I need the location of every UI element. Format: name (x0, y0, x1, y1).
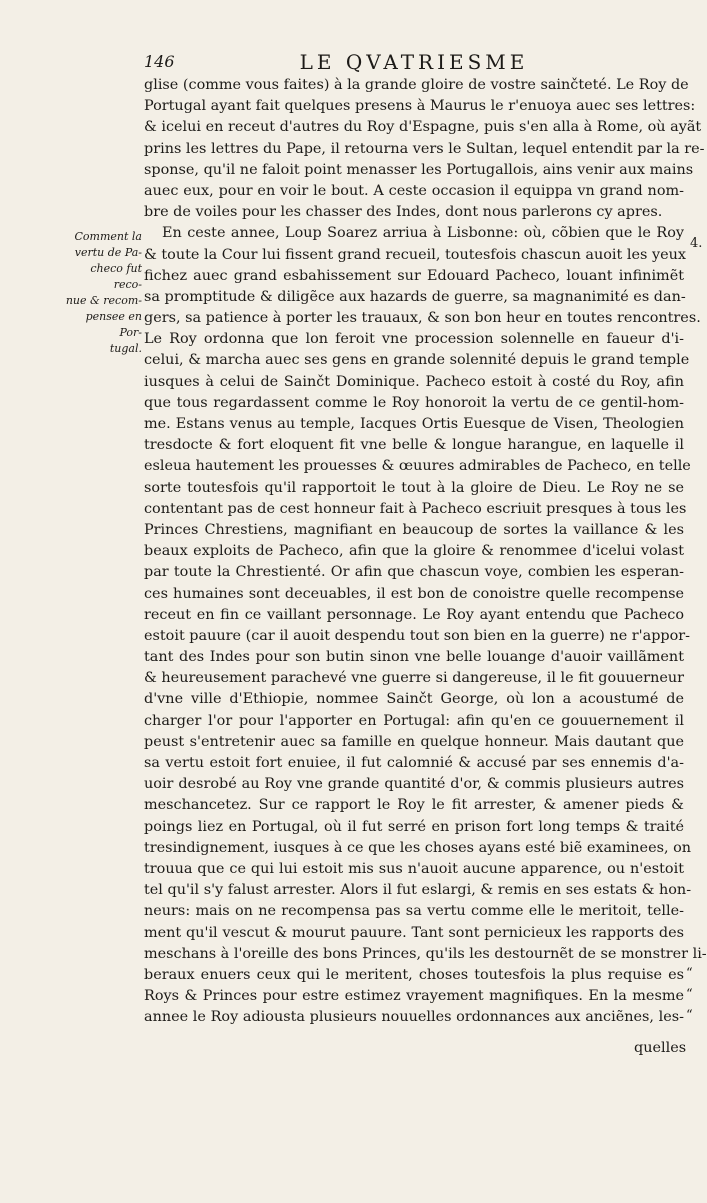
text-line: peust s'entretenir auec sa famille en quelque honneur. Mais dautant que (144, 733, 684, 750)
text-line: sorte toutesfois qu'il rapportoit le tout à la gloire de Dieu. Le Roy ne se (144, 479, 684, 496)
text-line: charger l'or pour l'apporter en Portugal: afin qu'en ce gouuernement il (144, 712, 684, 729)
page-number: 146 (144, 52, 175, 71)
text-line: poings liez en Portugal, où il fut serré en prison fort long temps & traité (144, 818, 684, 835)
text-line: neurs: mais on ne recompensa pas sa vertu comme elle le meritoit, telle- (144, 903, 684, 920)
side-note-line: checo fut reco- (90, 262, 142, 291)
text-line: & heureusement parachevé vne guerre si dangereuse, il le fit gouuerneur (144, 670, 684, 687)
text-line: trouua que ce qui lui estoit mis sus n'auoit aucune apparence, ou n'estoit (144, 860, 684, 877)
text-line: Portugal ayant fait quelques presens à Maurus le r'enuoya auec ses lettres: (144, 98, 696, 115)
quote-mark: “ (686, 1008, 693, 1023)
text-line: par toute la Chrestienté. Or afin que chascun voye, combien les esperan- (144, 564, 684, 581)
text-line: meschans à l'oreille des bons Princes, qu'ils les destournẽt de se monstrer li- (144, 945, 707, 962)
text-line: receut en fin ce vaillant personnage. Le Roy ayant entendu que Pacheco (144, 606, 684, 623)
side-note-line: Comment la (74, 230, 142, 243)
margin-number: 4. (690, 236, 703, 251)
text-line: bre de voiles pour les chasser des Indes, dont nous parlerons cy apres. (144, 204, 663, 221)
text-line: prins les lettres du Pape, il retourna vers le Sultan, lequel entendit par la re- (144, 140, 705, 157)
text-line: auec eux, pour en voir le bout. A ceste occasion il equippa vn grand nom- (144, 182, 684, 199)
text-line: annee le Roy adiousta plusieurs nouuelles ordonnances aux anciẽnes, les- (144, 1009, 684, 1026)
text-line: En ceste annee, Loup Soarez arriua à Lisbonne: où, cõbien que le Roy (162, 225, 684, 242)
text-line: ces humaines sont deceuables, il est bon de conoistre quelle recompense (144, 585, 684, 602)
text-line: Princes Chrestiens, magnifiant en beaucoup de sortes la vaillance & les (144, 521, 684, 538)
text-line: tant des Indes pour son butin sinon vne belle louange d'auoir vaillãment (144, 649, 684, 666)
text-line: d'vne ville d'Ethiopie, nommee Sainčt George, où lon a acoustumé de (144, 691, 684, 708)
side-note (62, 229, 142, 357)
catchword: quelles (634, 1040, 687, 1056)
text-line: celui, & marcha auec ses gens en grande solennité depuis le grand temple (144, 352, 690, 369)
text-line: meschancetez. Sur ce rapport le Roy le fit arrester, & amener pieds & (144, 797, 684, 814)
text-line: & icelui en receut d'autres du Roy d'Espagne, puis s'en alla à Rome, où ayãt (144, 119, 702, 136)
text-line: que tous regardassent comme le Roy honoroit la vertu de ce gentil-hom- (144, 394, 684, 411)
quote-mark: “ (686, 987, 693, 1002)
body-text (144, 75, 707, 1028)
text-line: fichez auec grand esbahissement sur Edouard Pacheco, louant infinimẽt (144, 267, 684, 284)
text-line: ment qu'il vescut & mourut pauure. Tant sont pernicieux les rapports des (144, 924, 684, 941)
side-note-line: tugal. (109, 342, 142, 355)
text-line: sponse, qu'il ne faloit point menasser les Portugallois, ains venir aux mains (144, 161, 694, 178)
text-line: gers, sa patience à porter les trauaux, & son bon heur en toutes rencontres. (144, 310, 701, 327)
text-line: uoir desrobé au Roy vne grande quantité d'or, & commis plusieurs autres (144, 776, 684, 793)
running-head: LE QVATRIESME (299, 50, 529, 74)
text-line: glise (comme vous faites) à la grande gloire de vostre sainčteté. Le Roy de (144, 77, 689, 93)
quote-mark: “ (686, 966, 693, 981)
text-line: iusques à celui de Sainčt Dominique. Pacheco estoit à costé du Roy, afin (144, 373, 684, 390)
text-line: & toute la Cour lui fissent grand recueil, toutesfois chascun auoit les yeux (144, 246, 686, 263)
side-note-line: nue & recom- (65, 294, 142, 307)
text-line: estoit pauure (car il auoit despendu tout son bien en la guerre) ne r'appor- (144, 627, 691, 644)
text-line: tresdocte & fort eloquent fit vne belle & longue harangue, en laquelle il (144, 437, 684, 454)
text-line: beaux exploits de Pacheco, afin que la gloire & renommee d'icelui volast (144, 543, 684, 560)
text-line: Roys & Princes pour estre estimez vrayement magnifiques. En la mesme (144, 988, 684, 1005)
text-line: tresindignement, iusques à ce que les choses ayans esté biẽ examinees, on (144, 839, 692, 856)
side-note-line: vertu de Pa- (74, 246, 142, 259)
text-line: me. Estans venus au temple, Iacques Ortis Euesque de Visen, Theologien (144, 416, 684, 432)
text-line: sa vertu estoit fort enuiee, il fut calomnié & accusé par ses ennemis d'a- (144, 755, 684, 771)
text-line: Le Roy ordonna que lon feroit vne procession solennelle en faueur d'i- (144, 331, 684, 348)
text-line: sa promptitude & diligẽce aux hazards de guerre, sa magnanimité es dan- (144, 288, 686, 305)
text-line: esleua hautement les prouesses & œuures admirables de Pacheco, en telle (144, 458, 691, 475)
text-line: beraux enuers ceux qui le meritent, choses toutesfois la plus requise es (144, 966, 684, 983)
side-note-line: pensee en Por- (85, 310, 142, 339)
text-line: tel qu'il s'y falust arrester. Alors il fut eslargi, & remis en ses estats & hon- (144, 882, 692, 899)
text-line: contentant pas de cest honneur fait à Pacheco escriuit presques à tous les (144, 500, 687, 517)
